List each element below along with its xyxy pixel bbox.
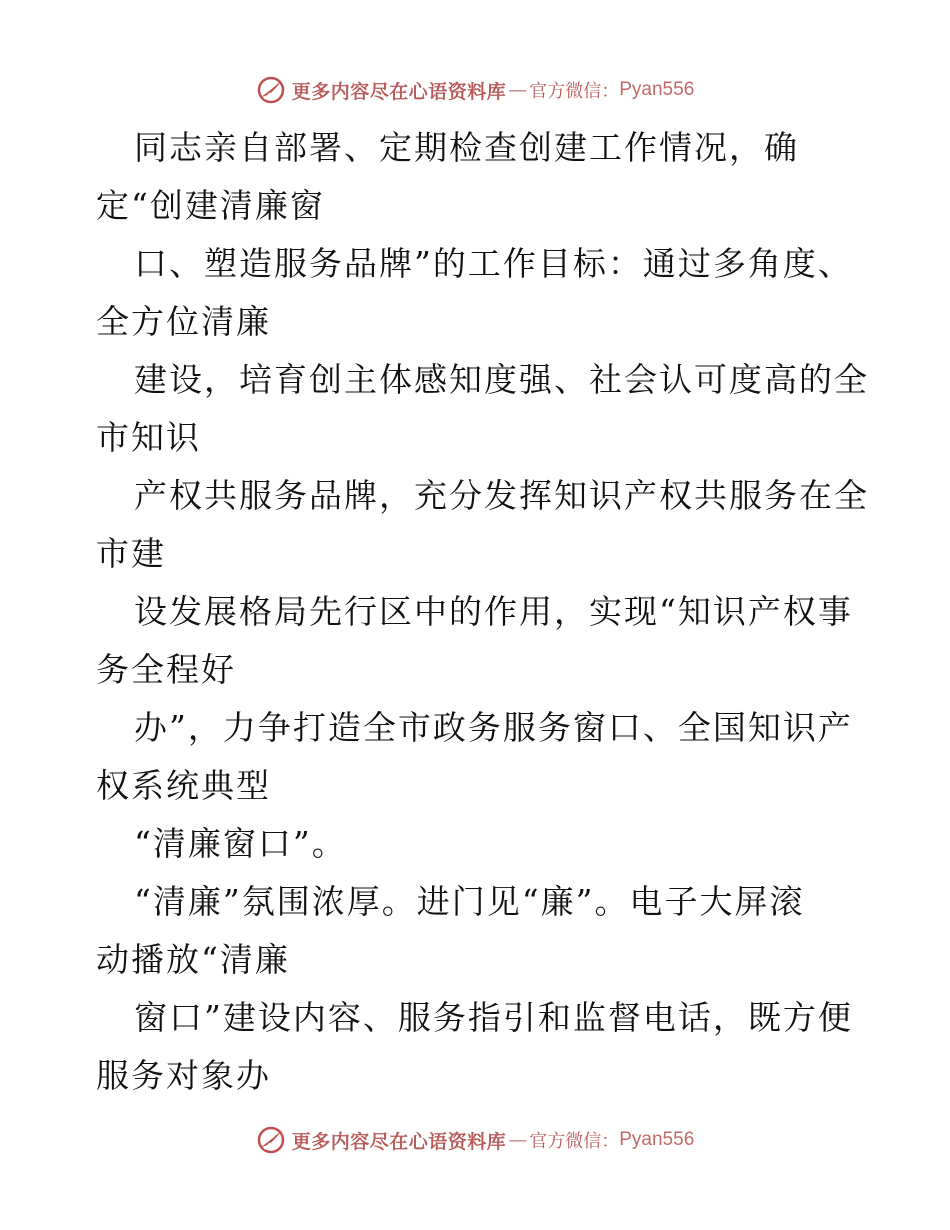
- banner-contact-id: Pyan556: [619, 79, 695, 100]
- footer-banner: [0, 1120, 950, 1160]
- text-line: 务全程好: [96, 650, 236, 689]
- text-line: 服务对象办: [96, 1056, 271, 1095]
- banner-title: 更多内容尽在心语资料库: [291, 1130, 507, 1153]
- text-line: 窗口”建设内容、服务指引和监督电话，既方便: [134, 998, 853, 1037]
- text-line: 建设，培育创主体感知度强、社会认可度高的全: [134, 360, 869, 399]
- quill-pen-logo-icon: [256, 75, 286, 105]
- text-line: 动播放“清廉: [96, 940, 290, 979]
- banner-dash: —: [508, 79, 528, 101]
- text-line: 同志亲自部署、定期检查创建工作情况，确: [134, 128, 799, 167]
- banner-contact-label: 官方微信：: [529, 81, 620, 102]
- text-line: 市建: [96, 534, 166, 573]
- quill-pen-logo-icon: [256, 1125, 286, 1155]
- text-line: 权系统典型: [96, 766, 271, 805]
- text-line: 办”，力争打造全市政务服务窗口、全国知识产: [134, 708, 853, 747]
- text-line: 口、塑造服务品牌”的工作目标：通过多角度、: [134, 244, 853, 283]
- text-line: 定“创建清廉窗: [96, 186, 325, 225]
- text-line: “清廉”氛围浓厚。进门见“廉”。电子大屏滚: [134, 882, 805, 921]
- text-line: “清廉窗口”。: [134, 824, 347, 863]
- text-line: 产权共服务品牌，充分发挥知识产权共服务在全: [134, 476, 869, 515]
- text-line: 全方位清廉: [96, 302, 271, 341]
- header-banner: [0, 70, 950, 110]
- banner-contact-id: Pyan556: [619, 1129, 695, 1150]
- text-line: 设发展格局先行区中的作用，实现“知识产权事: [134, 592, 853, 631]
- banner-title: 更多内容尽在心语资料库: [291, 80, 507, 103]
- banner-dash: —: [508, 1129, 528, 1151]
- text-line: 市知识: [96, 418, 201, 457]
- banner-contact-label: 官方微信：: [529, 1131, 620, 1152]
